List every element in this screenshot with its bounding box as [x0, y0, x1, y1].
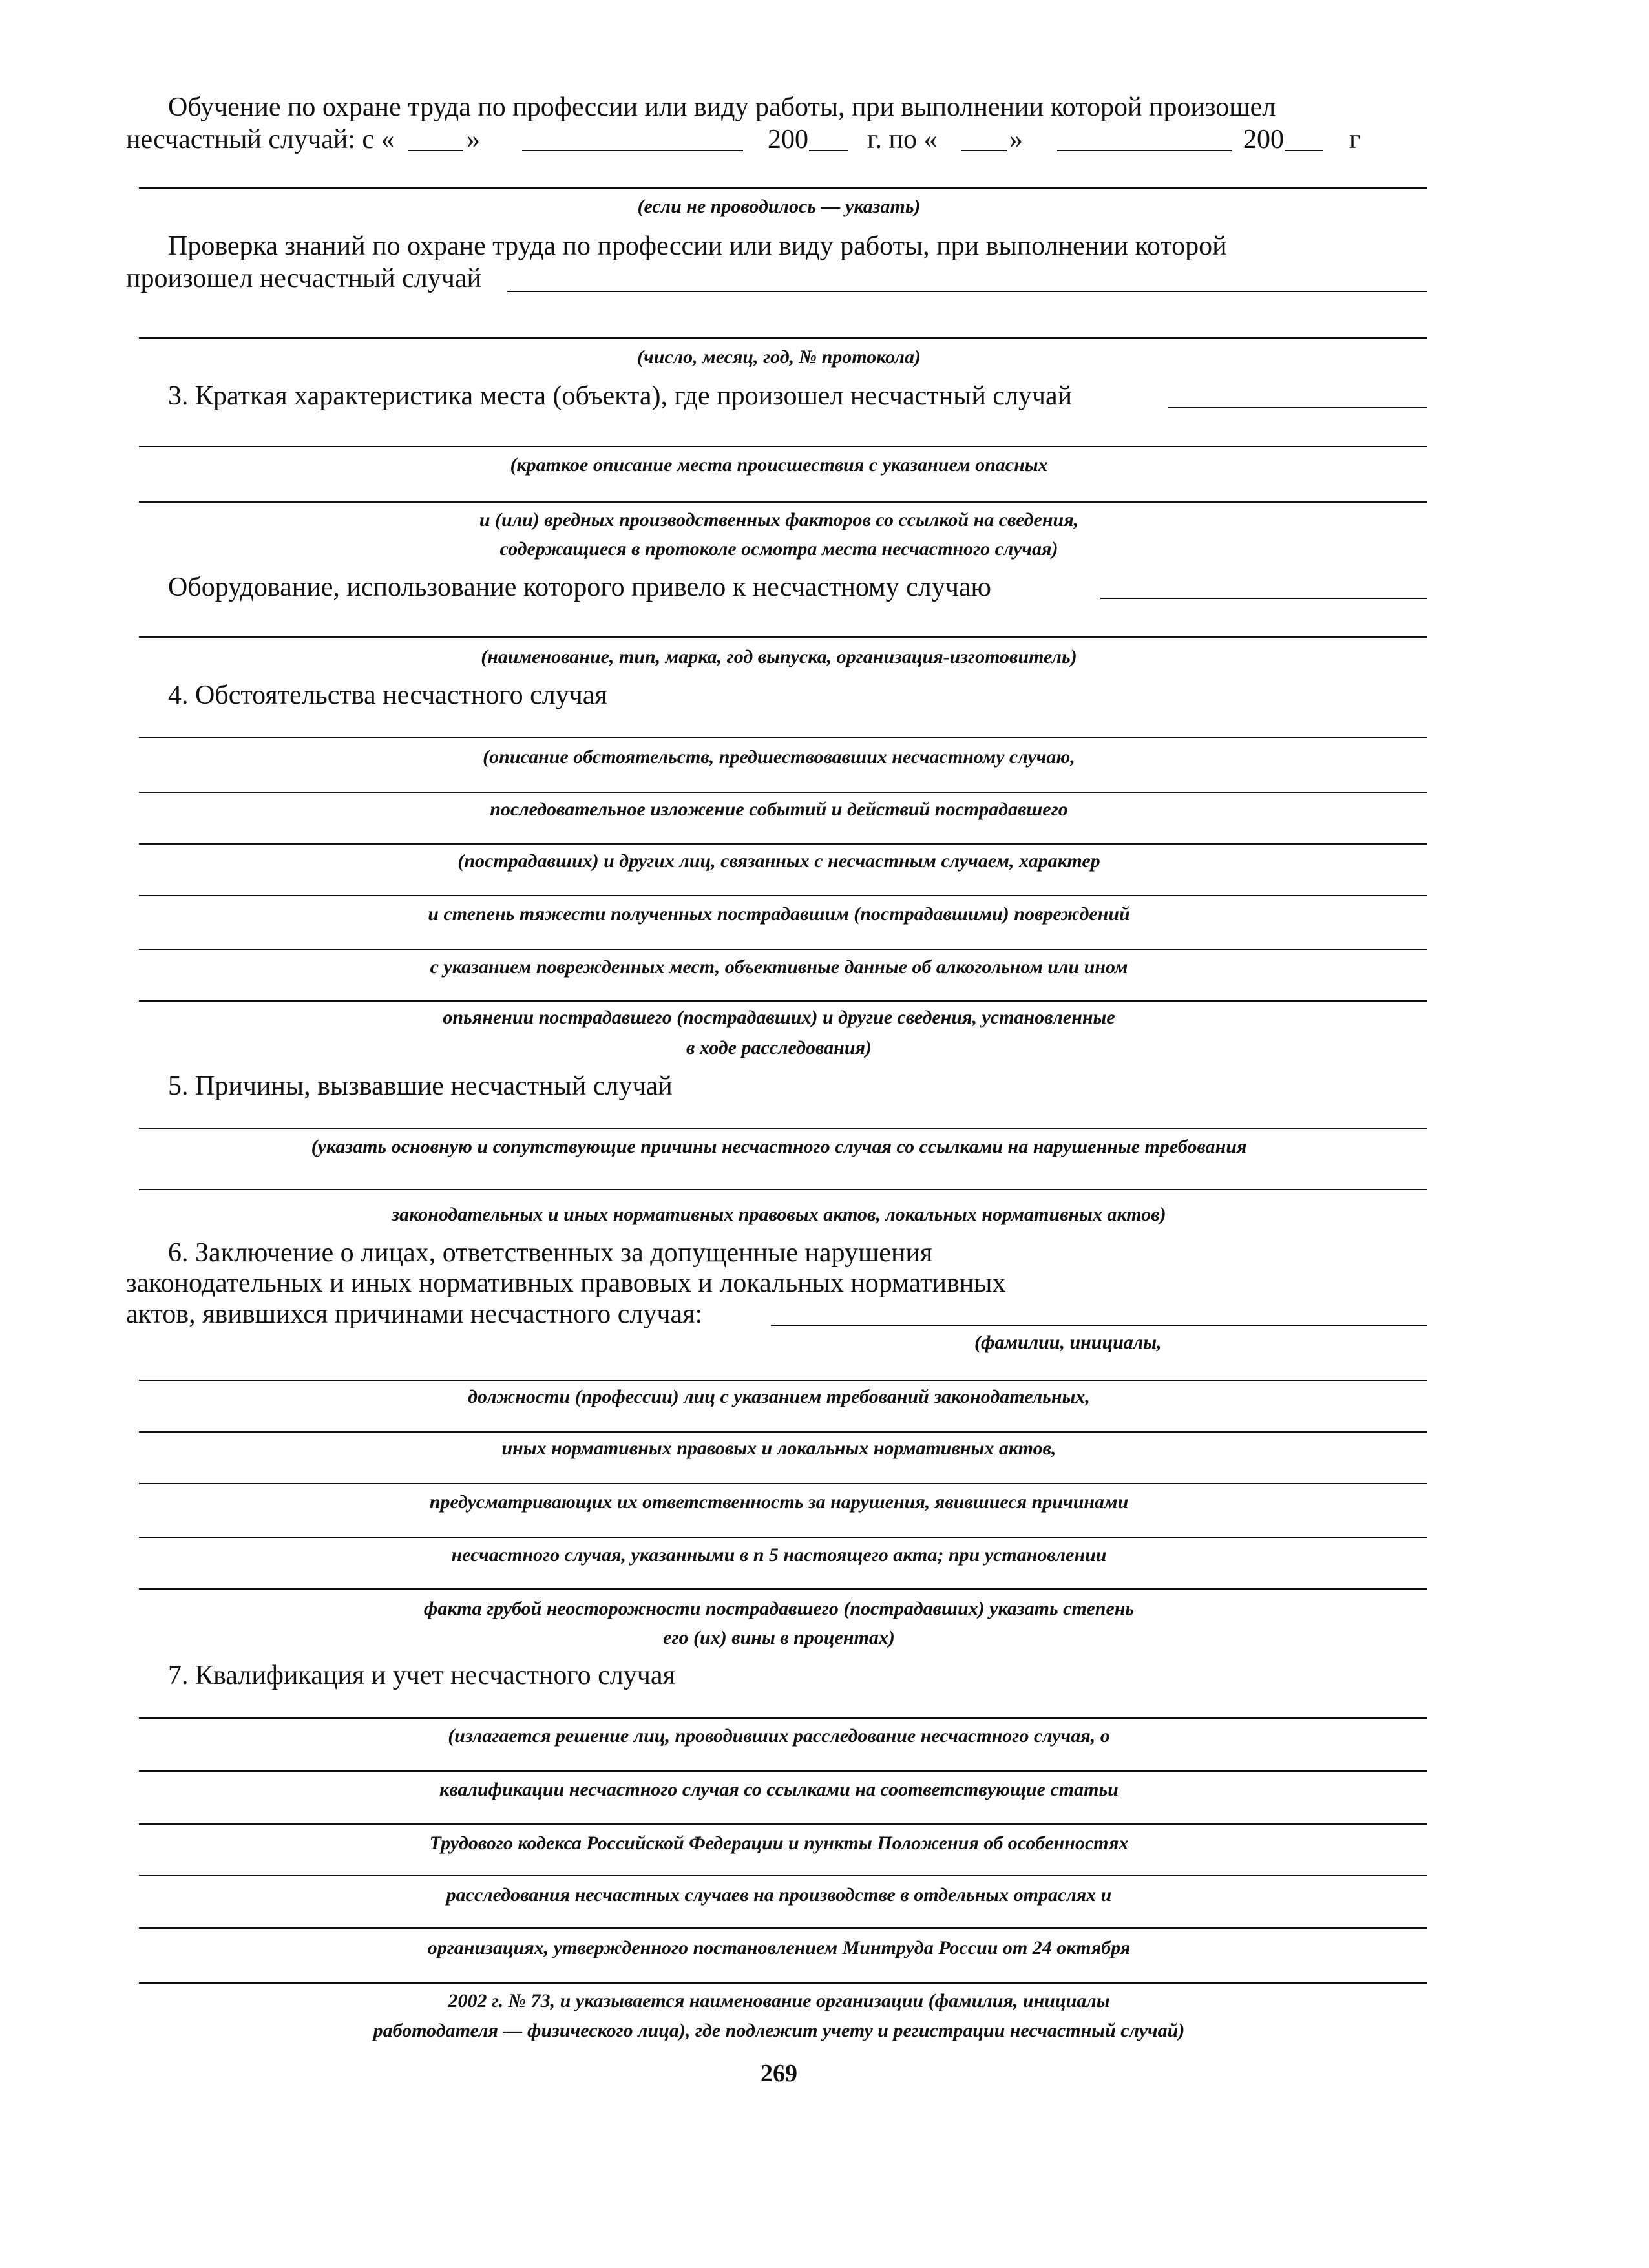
causes-caption-2: законодательных и иных нормативных правовых актов, локальных нормативных актов): [392, 1204, 1166, 1225]
section-6-line-1: 6. Заключение о лицах, ответственных за допущенные нарушения: [168, 1238, 933, 1268]
knowledge-text-line-2: произошел несчастный случай: [126, 264, 481, 293]
responsible-caption-7: его (их) вины в процентах): [663, 1627, 895, 1648]
training-text-suffix: г: [1349, 125, 1361, 154]
qualification-caption-5: организациях, утвержденного постановлением Минтруда России от 24 октября: [427, 1937, 1131, 1958]
quote-close-to: »: [1009, 125, 1023, 154]
responsible-caption-5: несчастного случая, указанными в п 5 настоящего акта; при установлении: [451, 1544, 1107, 1566]
knowledge-caption: (число, месяц, год, № протокола): [637, 346, 921, 368]
qualification-caption-7: работодателя — физического лица), где подлежит учету и регистрации несчастный случай): [373, 2020, 1185, 2041]
responsible-caption-3: иных нормативных правовых и локальных нормативных актов,: [501, 1438, 1056, 1459]
section-6-line-3: актов, явившихся причинами несчастного случая:: [126, 1299, 703, 1329]
section-5-heading: 5. Причины, вызвавшие несчастный случай: [168, 1071, 673, 1101]
qualification-line-1[interactable]: [139, 1717, 1427, 1719]
knowledge-text-line-1: Проверка знаний по охране труда по профессии или виду работы, при выполнении которой: [168, 231, 1227, 261]
circumstances-caption-1: (описание обстоятельств, предшествовавших несчастному случаю,: [483, 746, 1075, 768]
section-3-heading: 3. Краткая характеристика места (объекта), где произошел несчастный случай: [168, 381, 1073, 411]
qualification-line-6[interactable]: [139, 1982, 1427, 1984]
qualification-caption-6: 2002 г. № 73, и указывается наименование организации (фамилия, инициалы: [448, 1990, 1110, 2011]
circumstances-caption-5: с указанием поврежденных мест, объективные данные об алкогольном или ином: [430, 956, 1128, 978]
circumstances-caption-7: в ходе расследования): [686, 1037, 872, 1058]
circumstances-caption-2: последовательное изложение событий и действий пострадавшего: [490, 799, 1068, 820]
qualification-line-2[interactable]: [139, 1770, 1427, 1772]
qualification-caption-4: расследования несчастных случаев на производстве в отдельных отраслях и: [446, 1884, 1112, 1906]
training-text-prefix: несчастный случай: с «: [126, 125, 395, 154]
responsible-caption-2: должности (профессии) лиц с указанием требований законодательных,: [468, 1386, 1090, 1407]
equipment-caption: (наименование, тип, марка, год выпуска, организация-изготовитель): [481, 646, 1077, 667]
place-caption-2b: содержащиеся в протоколе осмотра места несчастного случая): [499, 538, 1058, 560]
equipment-label: Оборудование, использование которого привело к несчастному случаю: [168, 572, 991, 602]
page-number: 269: [761, 2060, 797, 2087]
year-to-prefix: 200: [1243, 125, 1284, 154]
training-caption: (если не проводилось — указать): [637, 196, 921, 217]
section-7-heading: 7. Квалификация и учет несчастного случая: [168, 1661, 675, 1690]
section-4-heading: 4. Обстоятельства несчастного случая: [168, 680, 607, 710]
qualification-line-5[interactable]: [139, 1927, 1427, 1929]
circumstances-caption-3: (пострадавших) и других лиц, связанных с несчастным случаем, характер: [457, 850, 1100, 872]
causes-caption-1: (указать основную и сопутствующие причины несчастного случая со ссылками на нарушенные требования: [311, 1136, 1247, 1157]
training-text-line-1: Обучение по охране труда по профессии или виду работы, при выполнении которой произошел: [168, 92, 1276, 122]
training-text-to: г. по «: [867, 125, 938, 154]
responsible-caption-1: (фамилии, инициалы,: [974, 1332, 1162, 1353]
section-6-line-2: законодательных и иных нормативных правовых и локальных нормативных: [126, 1268, 1006, 1298]
place-caption-1: (краткое описание места происшествия с указанием опасных: [510, 454, 1048, 476]
responsible-caption-4: предусматривающих их ответственность за нарушения, явившиеся причинами: [429, 1491, 1129, 1513]
responsible-caption-6: факта грубой неосторожности пострадавшего (пострадавших) указать степень: [423, 1598, 1135, 1619]
qualification-caption-3: Трудового кодекса Российской Федерации и пункты Положения об особенностях: [429, 1832, 1129, 1854]
qualification-line-3[interactable]: [139, 1823, 1427, 1825]
circumstances-caption-4: и степень тяжести полученных пострадавшим (пострадавшими) повреждений: [428, 903, 1130, 925]
place-caption-2a: и (или) вредных производственных факторов со ссылкой на сведения,: [479, 509, 1079, 530]
quote-close-from: »: [467, 125, 480, 154]
qualification-caption-1: (излагается решение лиц, проводивших расследование несчастного случая, о: [448, 1725, 1110, 1747]
qualification-line-4[interactable]: [139, 1875, 1427, 1876]
circumstances-caption-6: опьянении пострадавшего (пострадавших) и другие сведения, установленные: [443, 1007, 1115, 1028]
qualification-caption-2: квалификации несчастного случая со ссылками на соответствующие статьи: [439, 1779, 1119, 1800]
year-from-prefix: 200: [768, 125, 808, 154]
